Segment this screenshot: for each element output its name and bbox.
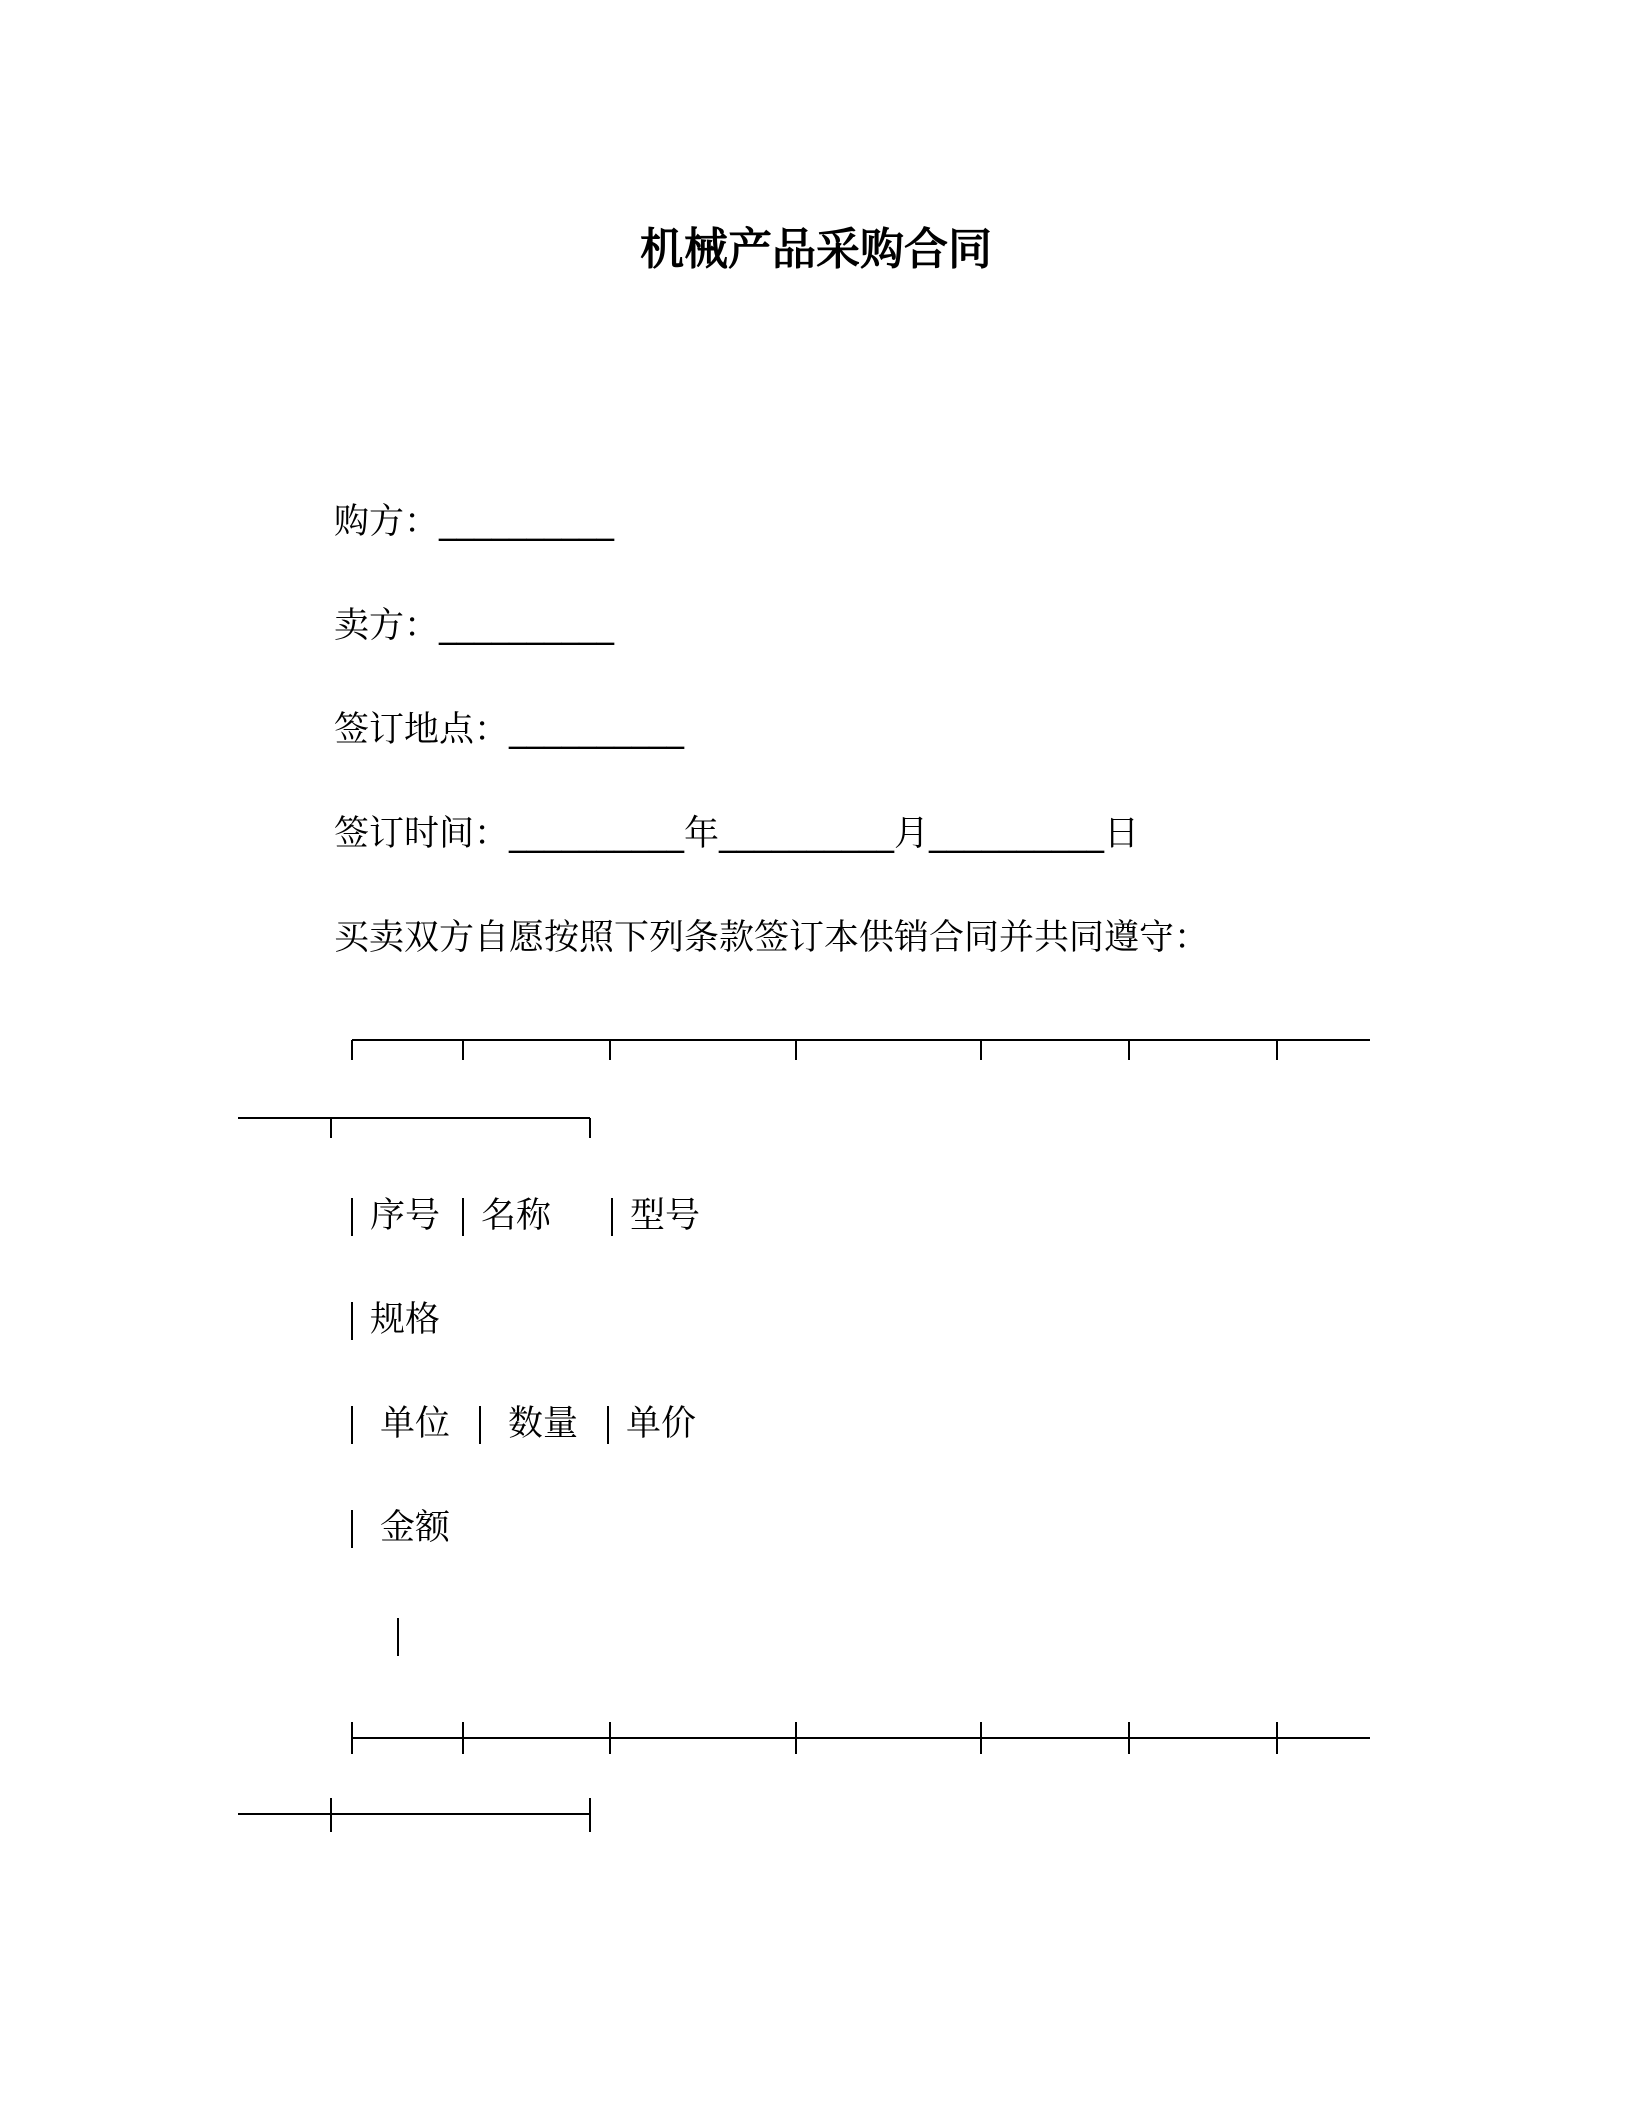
- table-bottom-rule: [352, 1722, 1370, 1754]
- page-title: 机械产品采购合同: [640, 224, 992, 275]
- table-bottom-rule-continued: [238, 1798, 590, 1832]
- buyer-field: 购方：__________: [334, 502, 615, 542]
- table-top-rule-continued: [238, 1118, 590, 1138]
- table-header-qty: 数量: [508, 1404, 579, 1444]
- table-header-spec: 规格: [370, 1300, 441, 1340]
- table-header-unit: 单位: [380, 1404, 451, 1444]
- table-header-amount: 金额: [380, 1508, 451, 1548]
- signing-place-field: 签订地点：__________: [334, 710, 685, 750]
- table-header-seq: 序号: [370, 1196, 441, 1236]
- table-header-model: 型号: [630, 1196, 701, 1236]
- intro-paragraph: 买卖双方自愿按照下列条款签订本供销合同并共同遵守：: [334, 918, 1210, 958]
- table-top-rule: [352, 1040, 1370, 1060]
- table-header-name: 名称: [481, 1196, 552, 1236]
- signing-date-field: 签订时间：__________年__________月__________日: [334, 814, 1140, 854]
- table-header-price: 单价: [626, 1404, 697, 1444]
- seller-field: 卖方：__________: [334, 606, 615, 646]
